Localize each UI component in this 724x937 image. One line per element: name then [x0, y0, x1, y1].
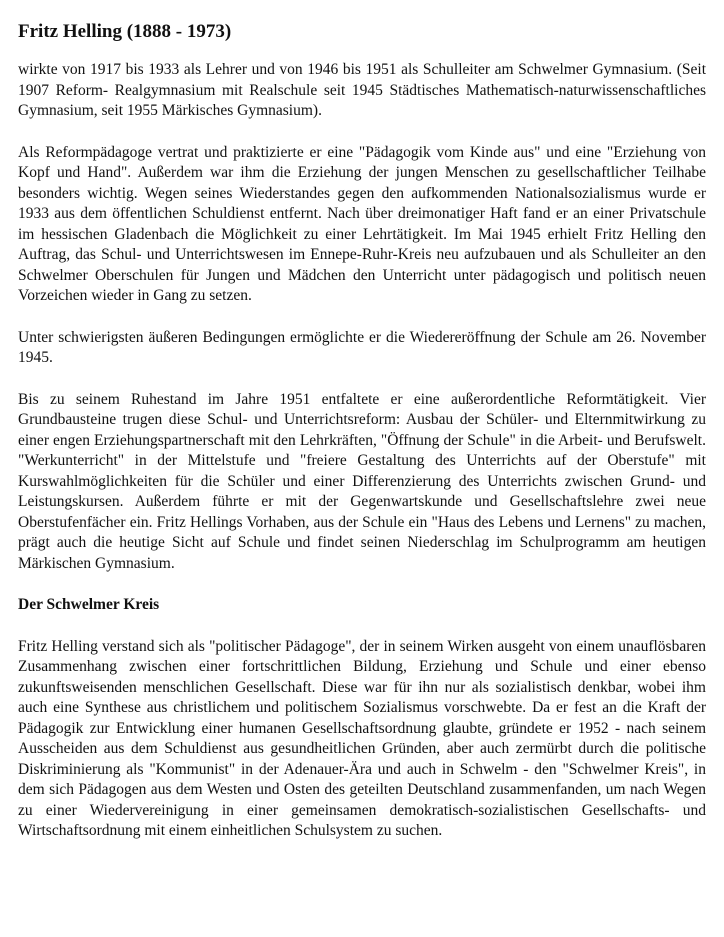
section-heading: Der Schwelmer Kreis: [18, 596, 160, 613]
paragraph-reform-pedagogue: Als Reformpädagoge vertrat und praktizierte er eine "Pädagogik vom Kinde aus" und eine "Erziehung von Kopf und Hand". Außerdem war ihm die Erziehung der jungen Menschen zu gesellschaftlicher Teilhabe besonders wichtig. Wegen seines Wiederstandes gegen den aufkommenden Nationalsozialismus wurde er 1933 aus dem öffentlichen Schuldienst entfernt. Nach über dreimonatiger Haft fand er an einer Privatschule im hessischen Gladenbach die Möglichkeit zu einer Lehrtätigkeit. Im Mai 1945 erhielt Fritz Helling den Auftrag, das Schul- und Unterrichtswesen im Ennepe-Ruhr-Kreis neu aufzubauen und als Schulleiter an den Schwelmer Oberschulen für Jungen und Mädchen den Unterricht unter pädagogisch und politisch neuen Vorzeichen wieder in Gang zu setzen.: [18, 143, 706, 304]
document-page: [18, 20, 706, 863]
paragraph-reform-activity: Bis zu seinem Ruhestand im Jahre 1951 entfaltete er eine außerordentliche Reformtätigkeit. Vier Grundbausteine trugen diese Schul- und Unterrichtsreform: Ausbau der Schüler- und Elternmitwirkung zu einer engen Erziehungspartnerschaft mit den Lehrkräften, "Öffnung der Schule" in die Arbeit- und Berufswelt. "Werkunterricht" in der Mittelstufe und "freiere Gestaltung des Unterrichts auf der Oberstufe" mit Kurswahlmöglichkeiten für die Schüler und einer Differenzierung des Unterrichts zwischen Grund- und Leistungskursen. Außerdem führte er mit der Gegenwartskunde und Gesellschaftslehre zwei neue Oberstufenfächer ein. Fritz Hellings Vorhaben, aus der Schule ein "Haus des Lebens und Lernens" zu machen, prägt auch die heutige Sicht auf Schule und findet seinen Niederschlag im Schulprogramm am heutigen Märkischen Gymnasium.: [18, 390, 706, 572]
paragraph-reopening: Unter schwierigsten äußeren Bedingungen ermöglichte er die Wiedereröffnung der Schule am 26. November 1945.: [18, 328, 706, 366]
paragraph-intro: wirkte von 1917 bis 1933 als Lehrer und von 1946 bis 1951 als Schulleiter am Schwelmer Gymnasium. (Seit 1907 Reform- Realgymnasium mit Realschule seit 1945 Städtisches Mathematisch-naturwissenschaftliches Gymnasium, seit 1955 Märkisches Gymnasium).: [18, 61, 706, 119]
paragraph-schwelmer-kreis: Fritz Helling verstand sich als "politischer Pädagoge", der in seinem Wirken ausgeht von einem unauflösbaren Zusammenhang zwischen einer fortschrittlichen Bildung, Erziehung und Schule und einer ebenso zukunftsweisenden menschlichen Gesellschaft. Diese war für ihn nur als sozialistisch denkbar, wobei ihm auch eine Synthese aus christlichem und politischem Sozialismus vorschwebte. Da er fest an die Kraft der Pädagogik zur Entwicklung einer humanen Gesellschaftsordnung glaubte, gründete er 1952 - nach seinem Ausscheiden aus dem Schuldienst aus gesundheitlichen Gründen, aber auch zermürbt durch die politische Diskriminierung als "Kommunist" in der Adenauer-Ära und auch in Schwelm - den "Schwelmer Kreis", in dem sich Pädagogen aus dem Westen und Osten des geteilten Deutschland zusammenfanden, um nach Wegen zu einer Wiedervereinigung in einer gemeinsamen demokratisch-sozialistischen Gesellschafts- und Wirtschaftsordnung mit einem einheitlichen Schulsystem zu suchen.: [18, 637, 706, 839]
page-title: Fritz Helling (1888 - 1973): [18, 21, 232, 42]
